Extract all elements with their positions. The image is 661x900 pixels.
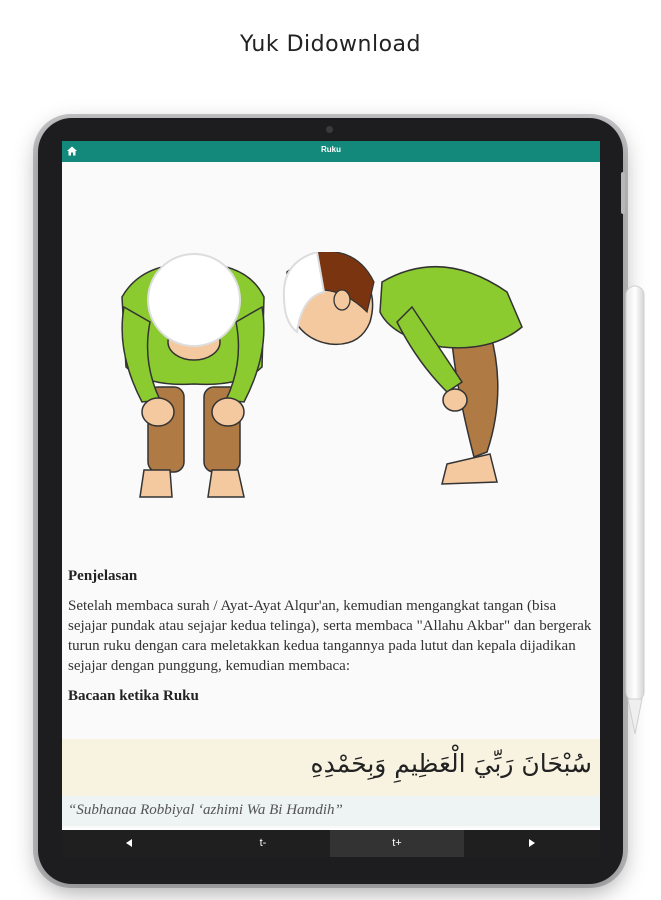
transliteration-box (62, 796, 600, 826)
ruku-side-figure (284, 252, 522, 484)
app-topbar (62, 141, 600, 162)
content-area (62, 162, 600, 828)
triangle-right-icon (527, 838, 537, 848)
explanation-text: Setelah membaca surah / Ayat-Ayat Alqur'an, kemudian mengangkat tangan (bisa sejajar pundak atau sejajar kedua telinga), serta membaca "Allahu Akbar" dan bergerak turun ruku dengan cara meletakkan kedua tangannya pada lutut dan kepala dijadikan sejajar dengan punggung, kemudian membaca: (68, 598, 592, 674)
ruku-front-figure (122, 254, 264, 497)
bottom-nav (62, 830, 600, 857)
explanation-section (68, 568, 595, 716)
font-larger-button[interactable]: t+ (330, 830, 464, 857)
prev-button[interactable] (62, 830, 196, 857)
explanation-heading: Penjelasan (68, 568, 138, 584)
font-smaller-button[interactable]: t- (259, 837, 267, 849)
promo-title: Yuk Didownload (239, 32, 422, 57)
tablet-side-button (621, 172, 625, 214)
stylus-icon (624, 284, 646, 739)
app-screen (62, 141, 600, 857)
recitation-heading: Bacaan ketika Ruku (68, 688, 199, 704)
arabic-text: سُبْحَانَ رَبِّيَ الْعَظِيمِ وَبِحَمْدِهِ (310, 749, 592, 778)
ruku-illustration (112, 252, 552, 502)
camera-icon (326, 126, 333, 133)
next-button[interactable] (464, 830, 600, 857)
arabic-recitation-box (62, 739, 600, 796)
transliteration-text: “Subhanaa Robbiyal ‘azhimi Wa Bi Hamdih” (68, 802, 343, 818)
triangle-left-icon (124, 838, 134, 848)
page-title: Ruku (321, 145, 341, 154)
